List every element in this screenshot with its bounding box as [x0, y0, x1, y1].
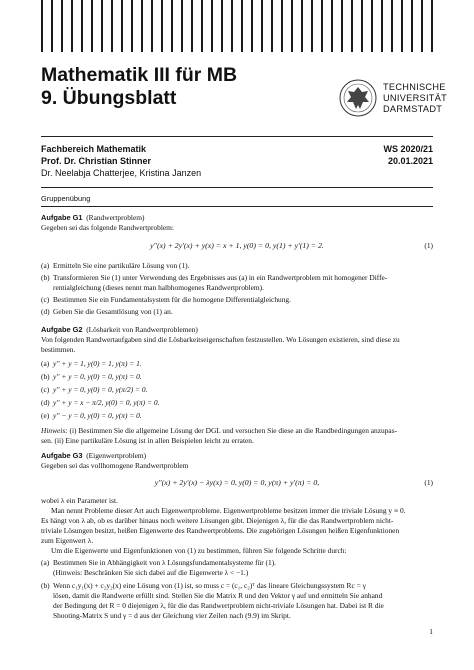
g2-intro-1: Von folgenden Randwertaufgaben sind die Lösbarkeitseigenschaften festzustellen. Wo Lösungen existieren, sind diese zu	[41, 335, 400, 344]
g3-item-b-line4: Shooting-Matrix S und γ = d aus der Gleichung vier Zeilen nach (9.9) im Skript.	[53, 611, 291, 620]
g2-hint-1: Hinweis: (i) Bestimmen Sie die allgemeine Lösung der DGL und versuchen Sie diese an die Randbedingungen anzupas-	[41, 426, 398, 435]
g1-item-c: (c) Bestimmen Sie ein Fundamentalsystem für die homogene Differentialgleichung.	[41, 295, 291, 304]
university-name: TECHNISCHE UNIVERSITÄT DARMSTADT	[383, 82, 448, 114]
g3-item-b: (b) Wenn c₁y₁(x) + c₂y₂(x) eine Lösung von (1) ist, so muss c = (c₁, c₂)ᵀ das lineare Gleichungssystem Rc = γ	[41, 581, 366, 590]
g1-eqno: (1)	[424, 241, 433, 250]
g2-item-e: (e) y′′ − y = 0, y(0) = 0, y(π) = 0.	[41, 411, 142, 420]
g3-intro: Gegeben sei das vollhomogene Randwertproblem	[41, 461, 189, 470]
g2-item-d: (d) y′′ + y = x − π/2, y(0) = 0, y(π) = 0.	[41, 398, 160, 407]
g3-para-4: zum Eigenwert λ.	[41, 536, 94, 545]
info-rule	[41, 187, 433, 188]
g3-para-3: triviale Lösungen besitzt, heißen Eigenwerte des Randwertproblems. Die zugehörigen Lösungen heißen Eigenfunktionen	[41, 526, 400, 535]
g3-item-a-hint: (Hinweis: Beschränken Sie sich dabei auf die Eigenwerte λ < −1.)	[53, 568, 249, 577]
g3-item-b-line2: lösen, damit die Randwerte erfüllt sind. Stellen Sie die Matrix R und den Vektor γ auf und ermitteln Sie anhand	[53, 591, 383, 600]
semester: WS 2020/21	[383, 144, 433, 154]
g2-item-c: (c) y′′ + y = 0, y(0) = 0, y(π/2) = 0.	[41, 385, 148, 394]
g3-para-1: Man nennt Probleme dieser Art auch Eigenwertprobleme. Eigenwertprobleme besitzen immer die triviale Lösung y ≡ 0.	[51, 506, 406, 515]
assistants: Dr. Neelabja Chatterjee, Kristina Janzen	[41, 168, 202, 178]
g2-heading: Aufgabe G2 (Lösbarkeit von Randwertproblemen)	[41, 325, 198, 334]
section-rule	[41, 206, 433, 207]
header-band	[41, 0, 433, 52]
header-rule	[41, 136, 433, 137]
g1-equation: y′′(x) + 2y′(x) + y(x) = x + 1, y(0) = 0, y(1) + y′(1) = 2.	[150, 241, 324, 250]
section-title: Gruppenübung	[41, 194, 91, 203]
g2-hint-2: sen. (ii) Eine partikuläre Lösung ist in allen Beispielen leicht zu erraten.	[41, 436, 254, 445]
g3-item-a: (a) Bestimmen Sie in Abhängigkeit von λ Lösungsfundamentalsysteme für (1).	[41, 558, 277, 567]
g3-para-2: Es hängt von λ ab, ob es darüber hinaus noch weitere Lösungen gibt. Diejenigen λ, für die das Randwertproblem nicht-	[41, 516, 394, 525]
g2-item-a: (a) y′′ + y = 1, y(0) = 1, y(π) = 1.	[41, 359, 142, 368]
g1-item-a: (a) Ermitteln Sie eine partikuläre Lösung von (1).	[41, 261, 190, 270]
g3-para-5: Um die Eigenwerte und Eigenfunktionen von (1) zu bestimmen, führen Sie folgende Schritte durch:	[51, 546, 347, 555]
professor: Prof. Dr. Christian Stinner	[41, 156, 152, 166]
date: 20.01.2021	[387, 156, 433, 166]
g1-item-b-cont: rentialgleichung (dieses nennt man halbhomogenes Randwertproblem).	[53, 283, 264, 292]
g3-equation: y′′(x) + 2y′(x) − λy(x) = 0, y(0) = 0, y(π) + y′(π) = 0,	[154, 478, 320, 487]
department: Fachbereich Mathematik	[41, 144, 147, 154]
g1-item-b: (b) Transformieren Sie (1) unter Verwendung des Ergebnisses aus (a) in ein Randwertproblem mit homogener Diffe-	[41, 273, 388, 282]
g3-heading: Aufgabe G3 (Eigenwertproblem)	[41, 451, 147, 460]
g2-item-b: (b) y′′ + y = 0, y(0) = 0, y(π) = 0.	[41, 372, 142, 381]
g3-item-b-line3: der Bedingung det R = 0 diejenigen λ, für die das Randwertproblem nicht-triviale Lösungen hat. Dabei ist R die	[53, 601, 384, 610]
university-seal-logo	[338, 78, 378, 118]
page-number: 1	[429, 627, 433, 636]
title-line2: 9. Übungsblatt	[41, 87, 177, 109]
g3-param: wobei λ ein Parameter ist.	[41, 496, 118, 505]
g3-eqno: (1)	[424, 478, 433, 487]
g1-item-d: (d) Geben Sie die Gesamtlösung von (1) an.	[41, 307, 173, 316]
g1-intro: Gegeben sei das folgende Randwertproblem:	[41, 223, 174, 232]
g1-heading: Aufgabe G1 (Randwertproblem)	[41, 213, 145, 222]
g2-intro-2: bestimmen.	[41, 345, 76, 354]
title-line1: Mathematik III für MB	[41, 64, 238, 86]
